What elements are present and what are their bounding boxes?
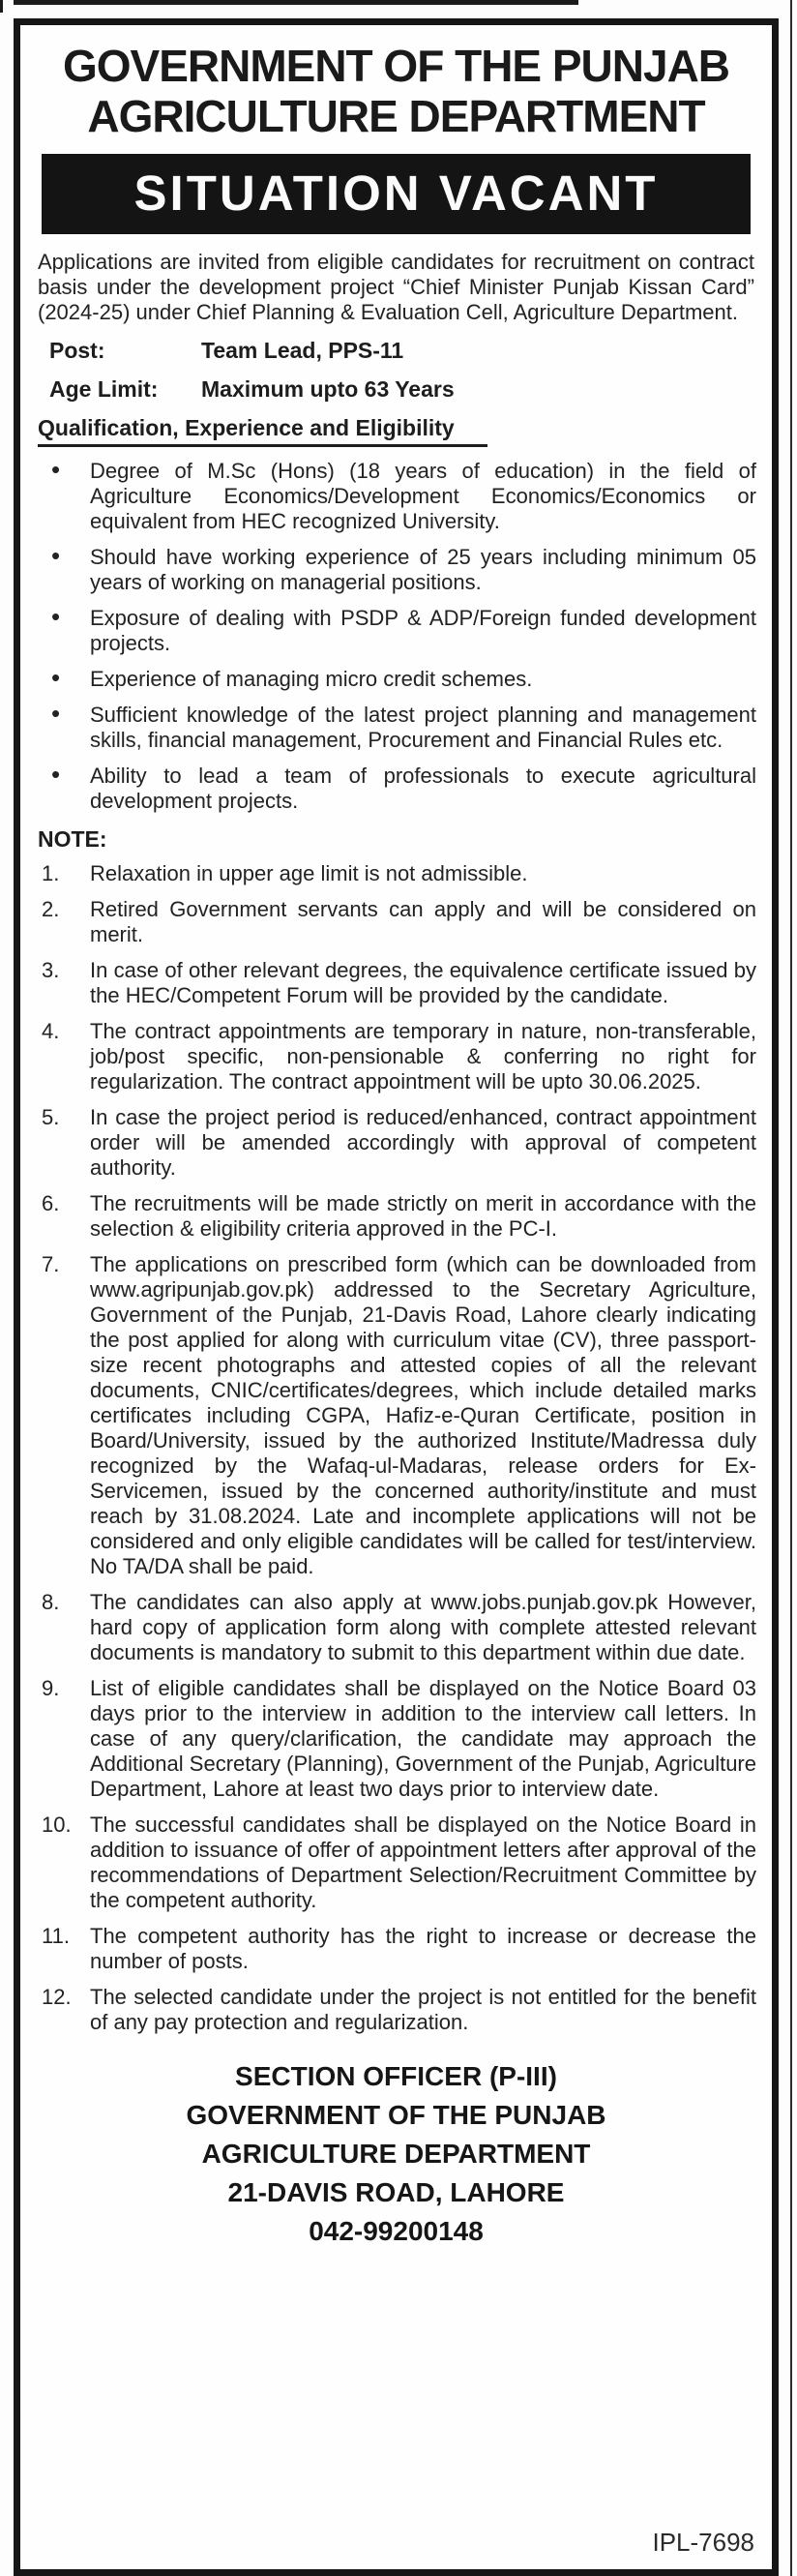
title-line-government: GOVERNMENT OF THE PUNJAB — [62, 41, 730, 91]
note-number: 12. — [42, 1985, 72, 2010]
note-heading: NOTE: — [38, 826, 107, 853]
note-text: In case the project period is reduced/enhanced, contract appointment order will be amended accordingly with approval of competent authority. — [90, 1105, 756, 1181]
qualification-item-text: Sufficient knowledge of the latest project planning and management skills, financial management, Procurement and Financial Rules etc. — [90, 703, 756, 753]
qualification-item — [36, 699, 756, 753]
qualification-item-text: Experience of managing micro credit schemes. — [90, 667, 533, 692]
bullet-icon: • — [51, 541, 61, 571]
left-column-rule-tick — [0, 0, 3, 13]
note-text: The recruitments will be made strictly on merit in accordance with the selection & eligibility criteria approved in the PC-I. — [90, 1191, 756, 1242]
bullet-icon: • — [51, 699, 61, 729]
note-text: List of eligible candidates shall be displayed on the Notice Board 03 days prior to the interview in addition to the interview call letters. In case of any query/clarification, the candidate may approach the Additional Secretary (Planning), Government of the Punjab, Agriculture Department, Lahore at least two days prior to interview date. — [90, 1676, 756, 1802]
post-value: Team Lead, PPS-11 — [201, 337, 404, 363]
qualification-item — [36, 760, 756, 814]
note-item — [36, 1252, 756, 1579]
qualification-item — [36, 663, 756, 693]
department-title — [36, 41, 756, 142]
qualification-list — [36, 455, 756, 824]
signatory-government: GOVERNMENT OF THE PUNJAB — [186, 2100, 606, 2131]
note-item — [36, 1812, 756, 1913]
qualification-item — [36, 455, 756, 534]
note-number: 5. — [42, 1105, 60, 1130]
note-item — [36, 1924, 756, 1974]
note-number: 2. — [42, 897, 60, 922]
notes-list — [36, 861, 756, 2046]
note-text: The candidates can also apply at www.jobs.punjab.gov.pk However, hard copy of application form along with complete attested relevant documents is mandatory to submit to this department within due date. — [90, 1590, 756, 1665]
note-item — [36, 1019, 756, 1094]
note-number: 4. — [42, 1019, 60, 1044]
advertisement-ref-number: IPL-7698 — [652, 2528, 754, 2557]
note-number: 11. — [42, 1924, 70, 1949]
note-text: Relaxation in upper age limit is not admissible. — [90, 861, 528, 886]
bullet-icon: • — [51, 602, 61, 632]
qualification-item-text: Ability to lead a team of professionals to execute agricultural development projects. — [90, 764, 756, 814]
note-number: 10. — [42, 1812, 72, 1838]
signature-block — [36, 2057, 756, 2251]
post-row — [49, 338, 756, 364]
note-text: The contract appointments are temporary in nature, non-transferable, job/post specific, non-pensionable & conferring no right for regularization. The contract appointment will be upto 30.06.2025. — [90, 1019, 756, 1094]
note-item — [36, 958, 756, 1008]
advertisement-box — [14, 18, 779, 2576]
note-text: Retired Government servants can apply and will be considered on merit. — [90, 897, 756, 947]
age-limit-label: Age Limit: — [49, 375, 159, 402]
post-label: Post: — [49, 337, 105, 363]
note-text: The selected candidate under the project is not entitled for the benefit of any pay protection and regularization. — [90, 1985, 756, 2035]
signatory-address: 21-DAVIS ROAD, LAHORE — [227, 2177, 565, 2208]
note-item — [36, 1590, 756, 1665]
situation-vacant-banner — [42, 154, 751, 234]
title-line-department: AGRICULTURE DEPARTMENT — [87, 91, 705, 142]
bullet-icon: • — [51, 760, 61, 790]
note-item — [36, 861, 756, 886]
note-number: 6. — [42, 1191, 60, 1216]
bullet-icon: • — [51, 455, 61, 485]
note-number: 7. — [42, 1252, 60, 1277]
adjacent-ad-bottom-rule — [14, 0, 578, 5]
note-text: The competent authority has the right to increase or decrease the number of posts. — [90, 1924, 756, 1974]
signatory-designation: SECTION OFFICER (P-III) — [235, 2061, 557, 2092]
note-item — [36, 897, 756, 947]
qualification-heading: Qualification, Experience and Eligibility — [38, 415, 487, 448]
intro-paragraph: Applications are invited from eligible candidates for recruitment on contract basis under the development project “Chief Minister Punjab Kissan Card” (2024-25) under Chief Planning & Evaluation Cell, Agriculture Department. — [38, 249, 754, 324]
qualification-item — [36, 541, 756, 595]
note-text: The applications on prescribed form (which can be downloaded from www.agripunjab.gov.pk) addressed to the Secretary Agriculture, Government of the Punjab, 21-Davis Road, Lahore clearly indicating the post applied for along with curriculum vitae (CV), three passport-size recent photographs and attested copies of all the relevant documents, CNIC/certificates/degrees, which include detailed marks certificates including CGPA, Hafiz-e-Quran Certificate, position in Board/University, issued by the authorized Institute/Madressa duly recognized by the Wafaq-ul-Madaras, release orders for Ex-Servicemen, issued by the concerned authority/institute and must reach by 31.08.2024. Late and incomplete applications will not be considered and only eligible candidates will be called for test/interview. No TA/DA shall be paid. — [90, 1252, 756, 1579]
age-limit-value: Maximum upto 63 Years — [201, 375, 455, 402]
note-item — [36, 1191, 756, 1242]
note-text: The successful candidates shall be displayed on the Notice Board in addition to issuance of offer of appointment letters after approval of the recommendations of Department Selection/Recruitment Committee by the competent authority. — [90, 1812, 756, 1913]
note-item — [36, 1105, 756, 1181]
banner-text: SITUATION VACANT — [133, 165, 659, 221]
age-limit-row — [49, 376, 756, 403]
qualification-item — [36, 602, 756, 656]
note-item — [36, 1676, 756, 1802]
note-number: 3. — [42, 958, 60, 983]
bullet-icon: • — [51, 663, 61, 693]
signatory-department: AGRICULTURE DEPARTMENT — [201, 2139, 591, 2170]
note-number: 1. — [42, 861, 60, 886]
qualification-item-text: Exposure of dealing with PSDP & ADP/Foreign funded development projects. — [90, 606, 756, 656]
note-number: 8. — [42, 1590, 60, 1615]
right-column-divider-rule — [790, 0, 792, 2576]
note-text: In case of other relevant degrees, the equivalence certificate issued by the HEC/Competent Forum will be provided by the candidate. — [90, 958, 756, 1008]
qualification-item-text: Should have working experience of 25 years including minimum 05 years of working on managerial positions. — [90, 545, 756, 595]
note-item — [36, 1985, 756, 2035]
signatory-phone: 042-99200148 — [309, 2216, 484, 2247]
qualification-item-text: Degree of M.Sc (Hons) (18 years of education) in the field of Agriculture Economics/Development Economics/Economics or equivalent from HEC recognized University. — [90, 459, 756, 534]
note-number: 9. — [42, 1676, 60, 1701]
